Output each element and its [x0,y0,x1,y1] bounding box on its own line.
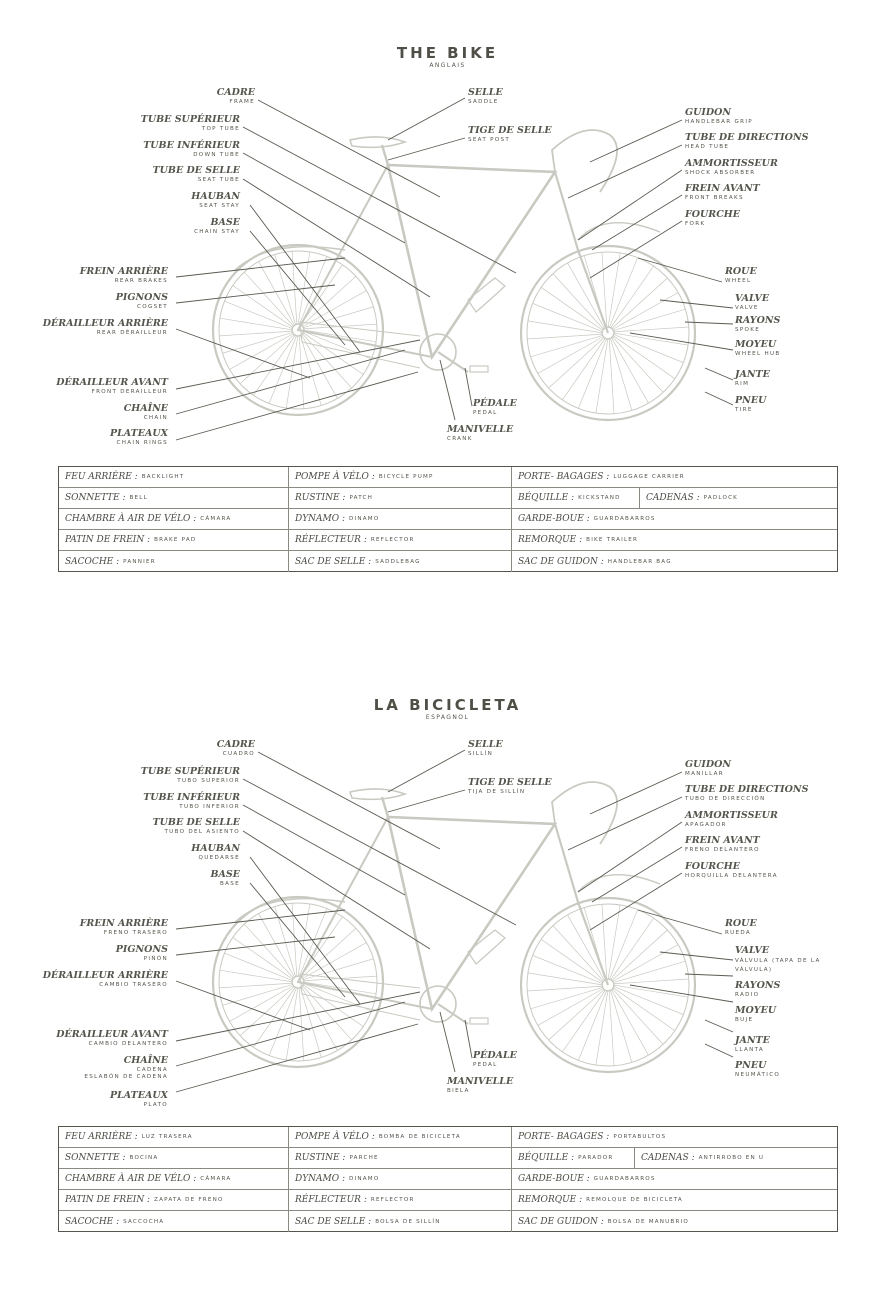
table-cell: BÉQUILLE : KICKSTAND [512,488,640,509]
pedal [470,366,488,372]
label-saddle: SELLE SILLÍN [468,739,503,757]
chain [300,322,420,368]
leader-line [176,285,335,303]
wheel-spoke [303,959,374,980]
handlebar [552,130,617,192]
label-rear-derailleur: DÉRAILLEUR ARRIÈRE CAMBIO TRASERO [42,970,168,988]
label-seat-tube: TUBE DE SELLE TUBO DEL ASIENTO [152,817,240,835]
section-subtitle: ANGLAIS [429,62,466,69]
table-cell: CHAMBRE À AIR DE VÉLO : CÁMARA [59,1169,289,1190]
table-cell: POMPE À VÉLO : BOMBA DE BICICLETA [289,1127,512,1148]
label-chain: CHAÎNE CADENA ESLABÓN DE CADENA [84,1055,168,1080]
label-rear-brakes: FREIN ARRIÈRE REAR BRAKES [79,266,168,284]
label-frame: CADRE FRAME [216,87,255,105]
table-cell: RUSTINE : PARCHE [289,1148,512,1169]
leader-line [243,179,430,297]
label-fork: FOURCHE FORK [685,209,740,227]
table-cell: PATIN DE FREIN : ZAPATA DE FRENO [59,1190,289,1211]
seat-post [382,145,388,165]
table-cell: PORTE- BAGAGES : LUGGAGE CARRIER [512,467,837,488]
table-cell: CHAMBRE À AIR DE VÉLO : CÁMARA [59,509,289,530]
label-seat-tube: TUBE DE SELLE SEAT TUBE [152,165,240,183]
leader-line [258,100,440,197]
table-cell: DYNAMO : DINAMO [289,509,512,530]
leader-line [705,368,733,380]
saddle [350,789,405,799]
label-seat-post: TIGE DE SELLE TIJA DE SILLÍN [468,777,552,795]
label-rim: JANTE RIM [735,369,770,387]
label-tire: PNEU NEUMÁTICO [735,1060,781,1078]
leader-line [388,790,465,812]
table-cell: REMORQUE : REMOLQUE DE BICICLETA [512,1190,837,1211]
label-chain: CHAÎNE CHAIN [123,403,168,421]
label-chain-stay: BASE CHAIN STAY [194,217,240,235]
leader-line [176,937,335,955]
table-cell: POMPE À VÉLO : BICYCLE PUMP [289,467,512,488]
table-cell: RÉFLECTEUR : REFLECTOR [289,1190,512,1211]
wheel-spoke [303,307,374,328]
bike-frame [388,165,555,357]
table-cell: CADENAS : ANTIRROBO EN U [635,1148,837,1169]
label-chain-rings: PLATEAUX CHAIN RINGS [109,428,168,446]
leader-line [592,195,682,250]
label-head-tube: TUBE DE DIRECTIONS TUBO DE DIRECCIÓN [685,784,809,802]
label-rear-derailleur: DÉRAILLEUR ARRIÈRE REAR DÉRAILLEUR [42,318,168,336]
label-pedal: PÉDALE PEDAL [473,398,517,416]
wheel-spoke [609,990,614,1066]
leader-line [568,145,682,198]
leader-line [590,772,682,814]
table-cell: GARDE-BOUE : GUARDABARROS [512,1169,837,1190]
leader-line [176,329,310,378]
seat-post [382,797,388,817]
section-title: LA BICICLETA [373,696,522,714]
table-cell: CADENAS : PADLOCK [640,488,837,509]
leader-line [250,205,360,352]
chain [300,974,420,1020]
table-cell: SAC DE GUIDON : HANDLEBAR BAG [518,556,672,567]
leader-line [705,1020,733,1032]
wheel-spoke [219,983,293,988]
water-bottle [468,278,505,312]
table-cell: FEU ARRIÈRE : LUZ TRASERA [59,1127,289,1148]
table-cell: SONNETTE : BOCINA [59,1148,289,1169]
leader-line [388,138,465,160]
label-crank: MANIVELLE CRANK [447,424,514,442]
wheel-spoke [609,338,614,414]
label-handlebar: GUIDON MANILLAR [685,759,732,777]
pedal [470,1018,488,1024]
leader-line [660,300,733,308]
label-valve: VALVE VALVE [735,293,770,311]
table-cell: PATIN DE FREIN : BRAKE PAD [59,530,289,551]
section-title: THE BIKE [396,44,499,62]
section-subtitle: ESPAGNOL [425,714,470,721]
label-fork: FOURCHE HORQUILLA DELANTERA [685,861,778,879]
leader-line [243,805,405,895]
section-english [0,0,895,640]
leader-line [250,857,360,1004]
leader-line [243,153,405,243]
vocabulary-table [58,466,838,572]
table-cell: FEU ARRIÈRE : BACKLIGHT [59,467,289,488]
label-spoke: RAYONS RADIO [735,980,781,998]
wheel-spoke [219,331,293,336]
label-frame: CADRE CUADRO [216,739,255,757]
table-cell: REMORQUE : BIKE TRAILER [512,530,837,551]
label-seat-stay: HAUBAN SEAT STAY [191,191,240,209]
leader-line [685,322,733,324]
leader-line [590,120,682,162]
label-chain-stay: BASE BASE [210,869,240,887]
leader-line [705,392,733,405]
label-front-brakes: FREIN AVANT FRENO DELANTERO [685,835,760,853]
label-pedal: PÉDALE PEDAL [473,1050,517,1068]
table-cell: SONNETTE : BELL [59,488,289,509]
saddle [350,137,405,147]
wheel-spoke [613,979,689,984]
table-cell: DYNAMO : DINAMO [289,1169,512,1190]
leader-line [388,98,465,140]
label-down-tube: TUBE INFÉRIEUR TUBO INFERIOR [143,792,240,810]
table-cell: GARDE-BOUE : GUARDABARROS [512,509,837,530]
leader-line [440,360,455,420]
leader-line [440,1012,455,1072]
label-rim: JANTE LLANTA [735,1035,770,1053]
wheel-spoke [527,986,603,991]
label-rear-brakes: FREIN ARRIÈRE FRENO TRASERO [79,918,168,936]
label-valve: VALVE VÁLVULA (TAPA DE LA VÁLVULA) [735,945,821,973]
label-cogset: PIGNONS COGSET [115,292,168,310]
label-cogset: PIGNONS PIÑÓN [115,944,168,962]
leader-line [176,981,310,1030]
label-head-tube: TUBE DE DIRECTIONS HEAD TUBE [685,132,809,150]
leader-line [705,1044,733,1057]
label-shock-absorber: AMMORTISSEUR SHOCK ABSORBER [685,158,778,176]
table-cell: SAC DE SELLE : SADDLEBAG [289,551,512,572]
leader-line [243,831,430,949]
wheel-spoke [613,327,689,332]
label-spoke: RAYONS SPOKE [735,315,781,333]
leader-line [592,847,682,902]
label-chain-rings: PLATEAUX PLATO [109,1090,168,1108]
label-crank: MANIVELLE BIELA [447,1076,514,1094]
label-front-derailleur: DÉRAILLEUR AVANT CAMBIO DELANTERO [56,1029,168,1047]
label-handlebar: GUIDON HANDLEBAR GRIP [685,107,753,125]
label-wheel: ROUE WHEEL [725,266,757,284]
label-tire: PNEU TIRE [735,395,767,413]
table-cell: RÉFLECTEUR : REFLECTOR [289,530,512,551]
table-cell: SACOCHE : PANNIER [59,551,289,572]
label-top-tube: TUBE SUPÉRIEUR TUBO SUPERIOR [140,766,240,784]
table-cell: SACOCHE : SACCOCHA [59,1211,289,1232]
label-top-tube: TUBE SUPÉRIEUR TOP TUBE [140,114,240,132]
table-cell: SAC DE SELLE : BOLSA DE SILLÍN [289,1211,512,1232]
label-saddle: SELLE SADDLE [468,87,503,105]
label-front-derailleur: DÉRAILLEUR AVANT FRONT DERAILLEUR [56,377,168,395]
wheel-spoke [299,987,304,1061]
leader-line [176,372,418,440]
bike-frame [388,817,555,1009]
label-front-brakes: FREIN AVANT FRONT BREAKS [685,183,760,201]
table-cell: PORTE- BAGAGES : PORTABULTOS [512,1127,837,1148]
water-bottle [468,930,505,964]
leader-line [258,752,440,849]
leader-line [685,974,733,976]
leader-line [465,1020,472,1058]
leader-line [388,750,465,792]
table-cell: BÉQUILLE : PARADOR [512,1148,635,1169]
leader-line [660,952,733,960]
section-spanish [0,652,895,1292]
label-wheel-hub: MOYEU BUJE [735,1005,777,1023]
vocabulary-table [58,1126,838,1232]
wheel-spoke [527,334,603,339]
leader-line [176,1024,418,1092]
handlebar [552,782,617,844]
table-cell: RUSTINE : PATCH [289,488,512,509]
label-down-tube: TUBE INFÉRIEUR DOWN TUBE [143,140,240,158]
table-cell: SAC DE GUIDON : BOLSA DE MANUBRIO [518,1216,690,1227]
label-seat-post: TIGE DE SELLE SEAT POST [468,125,552,143]
label-seat-stay: HAUBAN QUEDARSE [191,843,240,861]
wheel-spoke [299,335,304,409]
leader-line [465,368,472,406]
label-shock-absorber: AMMORTISSEUR APAGADOR [685,810,778,828]
leader-line [568,797,682,850]
label-wheel-hub: MOYEU WHEEL HUB [735,339,781,357]
label-wheel: ROUE RUEDA [725,918,757,936]
